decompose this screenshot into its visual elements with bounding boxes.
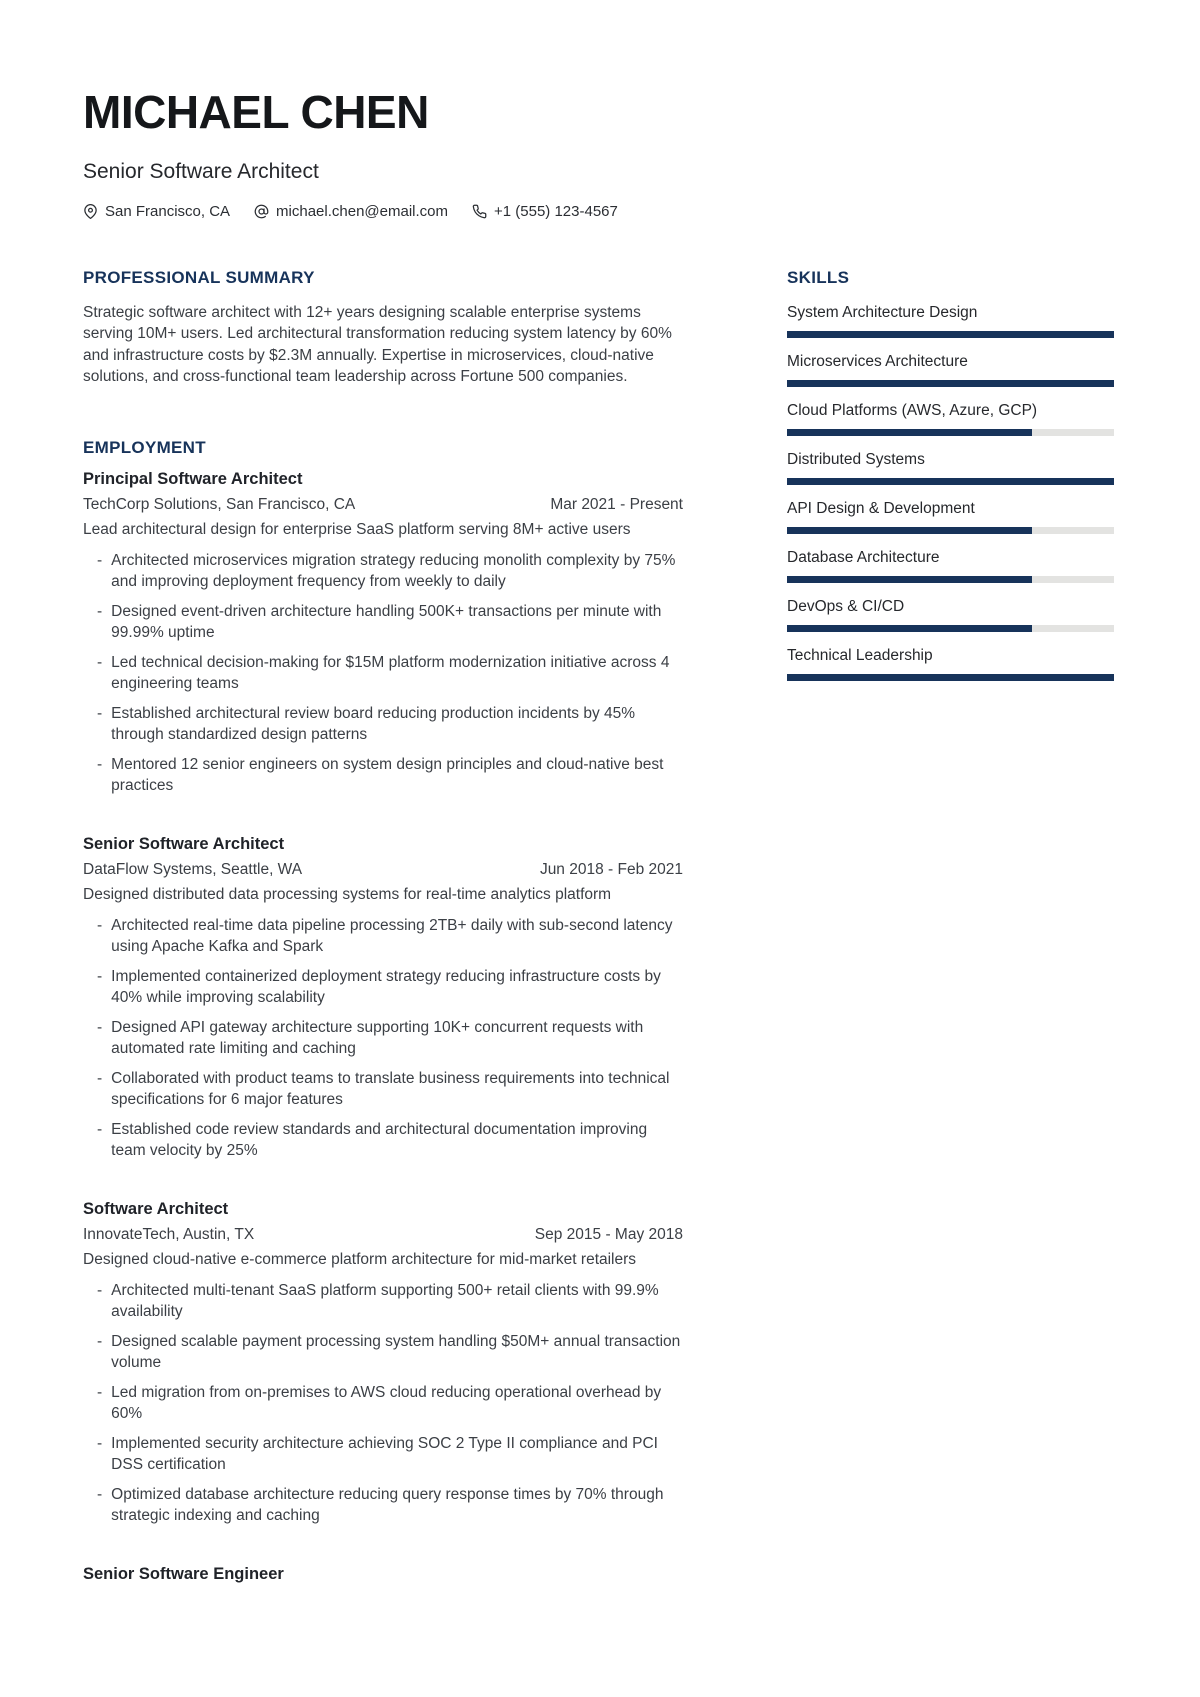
bullet-text: Collaborated with product teams to translate business requirements into technical specifications for 6 major features bbox=[111, 1069, 670, 1109]
job-bullet bbox=[83, 703, 683, 746]
bullet-text: Established code review standards and architectural documentation improving team velocity by 25% bbox=[111, 1120, 648, 1160]
employment-heading: EMPLOYMENT bbox=[83, 437, 206, 457]
bullet-text: Led migration from on-premises to AWS cloud reducing operational overhead by 60% bbox=[111, 1383, 662, 1423]
summary-heading: PROFESSIONAL SUMMARY bbox=[83, 267, 315, 287]
summary-section bbox=[83, 268, 683, 388]
job-title: Senior Software Engineer bbox=[83, 1564, 284, 1583]
bullet-marker: - bbox=[97, 1383, 103, 1401]
skill-bar-fill bbox=[787, 625, 1032, 632]
skill-bar-fill bbox=[787, 478, 1114, 485]
job-meta bbox=[83, 492, 683, 517]
job-description: Designed distributed data processing systems for real-time analytics platform bbox=[83, 885, 612, 903]
job-bullet bbox=[83, 1484, 683, 1527]
person-name: MICHAEL CHEN bbox=[83, 86, 429, 138]
skill-item bbox=[787, 351, 1114, 387]
job-bullet bbox=[83, 1382, 683, 1425]
skill-bar-track bbox=[787, 380, 1114, 387]
job-entry bbox=[83, 1196, 683, 1527]
job-meta bbox=[83, 1222, 683, 1247]
skills-section bbox=[787, 268, 1114, 681]
skill-label: API Design & Development bbox=[787, 499, 975, 517]
bullet-text: Optimized database architecture reducing query response times by 70% through strategic indexing and caching bbox=[111, 1485, 664, 1525]
skill-bar-track bbox=[787, 674, 1114, 681]
skill-bar-fill bbox=[787, 331, 1114, 338]
contact-row bbox=[83, 203, 1115, 220]
job-bullet bbox=[83, 1068, 683, 1111]
summary-text: Strategic software architect with 12+ years designing scalable enterprise systems serving 10M+ users. Led architectural transformation reducing system latency by 60% and infrastructure costs by $2.3M annually. Expertise in microservices, cloud-native solutions, and cross-functional team leadership across Fortune 500 companies. bbox=[83, 303, 672, 386]
bullet-text: Implemented security architecture achieving SOC 2 Type II compliance and PCI DSS certification bbox=[111, 1434, 658, 1474]
skill-bar-fill bbox=[787, 527, 1032, 534]
skill-label: Technical Leadership bbox=[787, 646, 933, 664]
phone-icon bbox=[472, 204, 487, 219]
contact-phone bbox=[472, 203, 618, 220]
bullet-marker: - bbox=[97, 551, 103, 569]
job-bullet bbox=[83, 966, 683, 1009]
skill-bar-track bbox=[787, 576, 1114, 583]
bullet-marker: - bbox=[97, 1018, 103, 1036]
bullet-marker: - bbox=[97, 1332, 103, 1350]
skill-label: Microservices Architecture bbox=[787, 352, 968, 370]
contact-phone-text: +1 (555) 123-4567 bbox=[494, 202, 618, 220]
skill-label: Database Architecture bbox=[787, 548, 940, 566]
skill-bar-fill bbox=[787, 576, 1032, 583]
job-bullet bbox=[83, 601, 683, 644]
job-bullet bbox=[83, 550, 683, 593]
job-meta bbox=[83, 857, 683, 882]
resume-header bbox=[83, 88, 1115, 220]
skill-item bbox=[787, 645, 1114, 681]
job-bullet bbox=[83, 754, 683, 797]
bullet-marker: - bbox=[97, 967, 103, 985]
job-dates: Jun 2018 - Feb 2021 bbox=[539, 860, 683, 878]
job-entry bbox=[83, 1561, 683, 1587]
job-description: Designed cloud-native e-commerce platform architecture for mid-market retailers bbox=[83, 1250, 637, 1268]
bullet-text: Designed API gateway architecture supporting 10K+ concurrent requests with automated rate limiting and caching bbox=[111, 1018, 644, 1058]
skills-heading: SKILLS bbox=[787, 267, 850, 287]
contact-location bbox=[83, 203, 230, 220]
skill-label: Distributed Systems bbox=[787, 450, 925, 468]
bullet-marker: - bbox=[97, 1069, 103, 1087]
skill-bar-fill bbox=[787, 429, 1032, 436]
bullet-text: Architected multi-tenant SaaS platform supporting 500+ retail clients with 99.9% availability bbox=[111, 1281, 659, 1321]
main-column bbox=[83, 268, 683, 1621]
sidebar-column bbox=[787, 268, 1114, 694]
skill-bar-fill bbox=[787, 380, 1114, 387]
skill-bar-fill bbox=[787, 674, 1114, 681]
job-bullets bbox=[83, 1280, 683, 1527]
employment-list bbox=[83, 466, 683, 1587]
job-title: Principal Software Architect bbox=[83, 469, 303, 488]
bullet-marker: - bbox=[97, 602, 103, 620]
skill-item bbox=[787, 302, 1114, 338]
bullet-text: Designed event-driven architecture handling 500K+ transactions per minute with 99.99% uptime bbox=[111, 602, 662, 642]
bullet-marker: - bbox=[97, 1485, 103, 1503]
job-title: Senior Software Architect bbox=[83, 834, 285, 853]
job-entry bbox=[83, 831, 683, 1162]
skill-bar-track bbox=[787, 331, 1114, 338]
bullet-marker: - bbox=[97, 916, 103, 934]
job-bullet bbox=[83, 1280, 683, 1323]
bullet-marker: - bbox=[97, 1434, 103, 1452]
skill-bar-track bbox=[787, 429, 1114, 436]
job-bullet bbox=[83, 1433, 683, 1476]
job-bullet bbox=[83, 915, 683, 958]
bullet-text: Implemented containerized deployment strategy reducing infrastructure costs by 40% while improving scalability bbox=[111, 967, 661, 1007]
job-entry bbox=[83, 466, 683, 797]
contact-email bbox=[254, 203, 448, 220]
contact-email-text: michael.chen@email.com bbox=[276, 202, 449, 220]
bullet-text: Architected real-time data pipeline processing 2TB+ daily with sub-second latency using Apache Kafka and Spark bbox=[111, 916, 673, 956]
skill-label: System Architecture Design bbox=[787, 303, 978, 321]
skills-list bbox=[787, 302, 1114, 681]
job-dates: Mar 2021 - Present bbox=[550, 495, 683, 513]
bullet-text: Mentored 12 senior engineers on system design principles and cloud-native best practices bbox=[111, 755, 664, 795]
bullet-marker: - bbox=[97, 755, 103, 773]
job-bullets bbox=[83, 550, 683, 797]
job-bullet bbox=[83, 1119, 683, 1162]
content-columns bbox=[83, 268, 1115, 1621]
skill-item bbox=[787, 596, 1114, 632]
skill-item bbox=[787, 547, 1114, 583]
skill-label: Cloud Platforms (AWS, Azure, GCP) bbox=[787, 401, 1038, 419]
email-icon bbox=[254, 204, 269, 219]
bullet-marker: - bbox=[97, 1281, 103, 1299]
job-title: Software Architect bbox=[83, 1199, 229, 1218]
skill-bar-track bbox=[787, 478, 1114, 485]
job-company: DataFlow Systems, Seattle, WA bbox=[83, 860, 303, 878]
location-icon bbox=[83, 204, 98, 219]
job-bullet bbox=[83, 1331, 683, 1374]
job-company: InnovateTech, Austin, TX bbox=[83, 1225, 255, 1243]
job-bullet bbox=[83, 1017, 683, 1060]
person-headline: Senior Software Architect bbox=[83, 159, 319, 183]
skill-label: DevOps & CI/CD bbox=[787, 597, 905, 615]
skill-bar-track bbox=[787, 527, 1114, 534]
skill-bar-track bbox=[787, 625, 1114, 632]
bullet-text: Led technical decision-making for $15M platform modernization initiative across 4 engineering teams bbox=[111, 653, 670, 693]
job-dates: Sep 2015 - May 2018 bbox=[534, 1225, 683, 1243]
bullet-marker: - bbox=[97, 1120, 103, 1138]
contact-location-text: San Francisco, CA bbox=[105, 202, 231, 220]
bullet-text: Established architectural review board reducing production incidents by 45% through standardized design patterns bbox=[111, 704, 636, 744]
job-bullet bbox=[83, 652, 683, 695]
bullet-text: Designed scalable payment processing system handling $50M+ annual transaction volume bbox=[111, 1332, 681, 1372]
bullet-marker: - bbox=[97, 704, 103, 722]
job-description: Lead architectural design for enterprise SaaS platform serving 8M+ active users bbox=[83, 520, 631, 538]
bullet-text: Architected microservices migration strategy reducing monolith complexity by 75% and improving deployment frequency from weekly to daily bbox=[111, 551, 676, 591]
job-bullets bbox=[83, 915, 683, 1162]
employment-section bbox=[83, 438, 683, 1587]
skill-item bbox=[787, 400, 1114, 436]
bullet-marker: - bbox=[97, 653, 103, 671]
skill-item bbox=[787, 449, 1114, 485]
skill-item bbox=[787, 498, 1114, 534]
job-company: TechCorp Solutions, San Francisco, CA bbox=[83, 495, 356, 513]
